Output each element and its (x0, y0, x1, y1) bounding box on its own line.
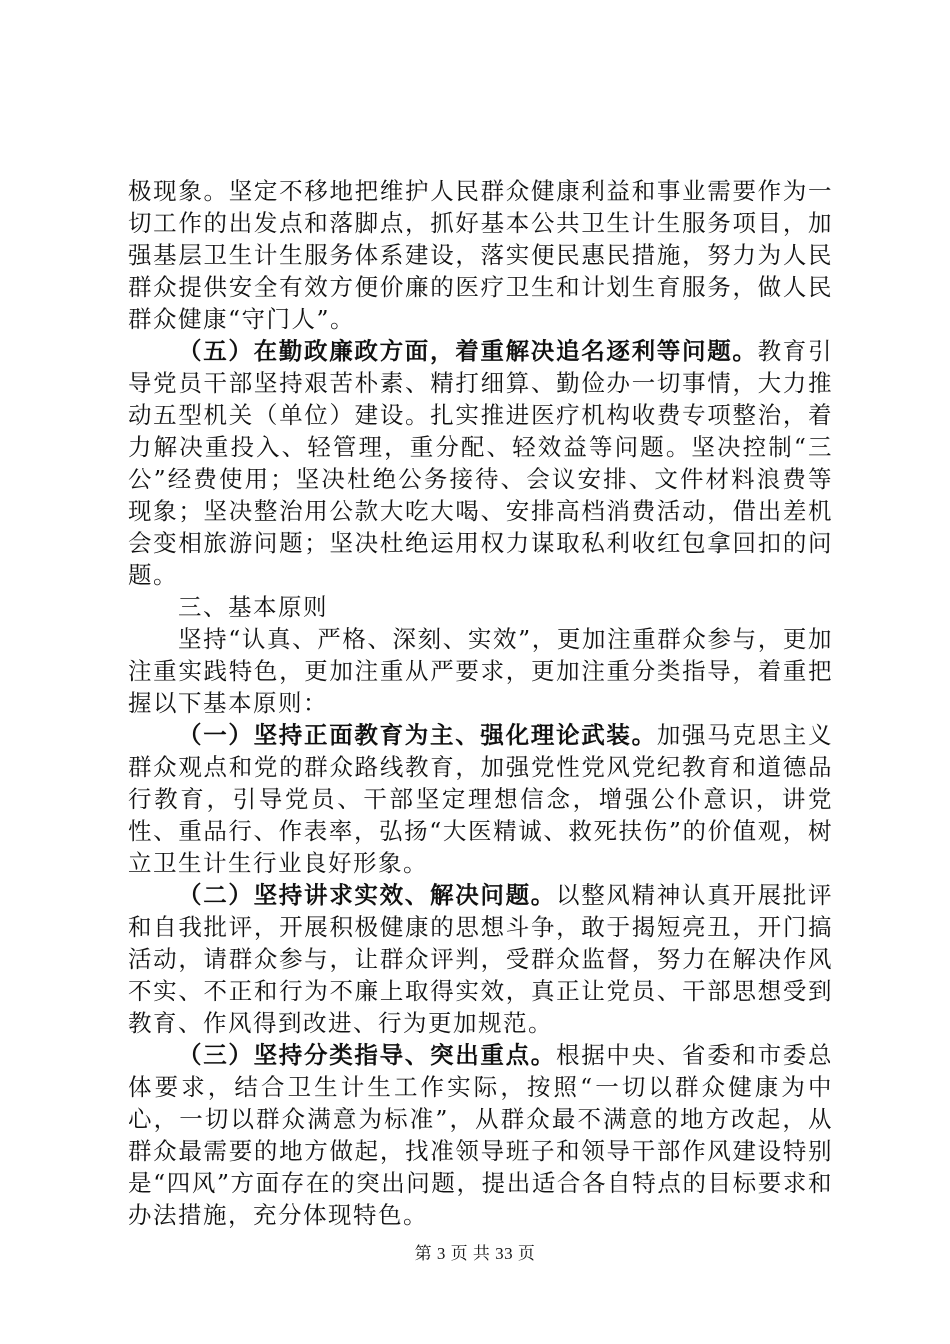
body-paragraph (128, 175, 833, 335)
paragraph-heading: （一）坚持正面教育为主、强化理论武装。 (178, 721, 657, 749)
paragraph-text: 教育引导党员干部坚持艰苦朴素、精打细算、勤俭办一切事情，大力推动五型机关（单位）建设。扎实推进医疗机构收费专项整治，着力解决重投入、轻管理，重分配、轻效益等问题。坚决控制“三公”经费使用；坚决杜绝公务接待、会议安排、文件材料浪费等现象；坚决整治用公款大吃大喝、安排高档消费活动，借出差机会变相旅游问题；坚决杜绝运用权力谋取私利收红包拿回扣的问题。 (128, 337, 834, 589)
paragraph-heading: （二）坚持讲求实效、解决问题。 (178, 881, 556, 909)
body-paragraph (128, 719, 833, 879)
paragraph-text: 坚持“认真、严格、深刻、实效”，更加注重群众参与，更加注重实践特色，更加注重从严要求，更加注重分类指导，着重把握以下基本原则： (128, 625, 833, 717)
body-paragraph (128, 623, 833, 719)
body-paragraph (128, 879, 833, 1039)
paragraph-text: 根据中央、省委和市委总体要求，结合卫生计生工作实际，按照“一切以群众健康为中心，一切以群众满意为标准”，从群众最不满意的地方改起，从群众最需要的地方做起，找准领导班子和领导干部作风建设特别是“四风”方面存在的突出问题，提出适合各自特点的目标要求和办法措施，充分体现特色。 (128, 1041, 833, 1229)
paragraph-heading: （三）坚持分类指导、突出重点。 (178, 1041, 556, 1069)
body-paragraph (128, 335, 833, 591)
paragraph-text: 极现象。坚定不移地把维护人民群众健康利益和事业需要作为一切工作的出发点和落脚点，抓好基本公共卫生计生服务项目，加强基层卫生计生服务体系建设，落实便民惠民措施，努力为人民群众提供安全有效方便价廉的医疗卫生和计划生育服务，做人民群众健康“守门人”。 (128, 177, 833, 333)
body-paragraph (128, 1039, 833, 1231)
paragraph-text: 以整风精神认真开展批评和自我批评，开展积极健康的思想斗争，敢于揭短亮丑，开门搞活动，请群众参与，让群众评判，受群众监督，努力在解决作风不实、不正和行为不廉上取得实效，真正让党员、干部思想受到教育、作风得到改进、行为更加规范。 (128, 881, 833, 1037)
section-heading-text: 三、基本原则 (178, 593, 328, 621)
paragraph-text: 加强马克思主义群众观点和党的群众路线教育，加强党性党风党纪教育和道德品行教育，引导党员、干部坚定理想信念，增强公仆意识，讲党性、重品行、作表率，弘扬“大医精诚、救死扶伤”的价值观，树立卫生计生行业良好形象。 (128, 721, 834, 877)
page-number-label: 第 3 页 共 33 页 (414, 1244, 536, 1263)
document-body (128, 175, 833, 1231)
section-heading (128, 591, 833, 623)
paragraph-heading: （五）在勤政廉政方面，着重解决追名逐利等问题。 (178, 337, 758, 365)
page-footer (0, 1243, 950, 1265)
